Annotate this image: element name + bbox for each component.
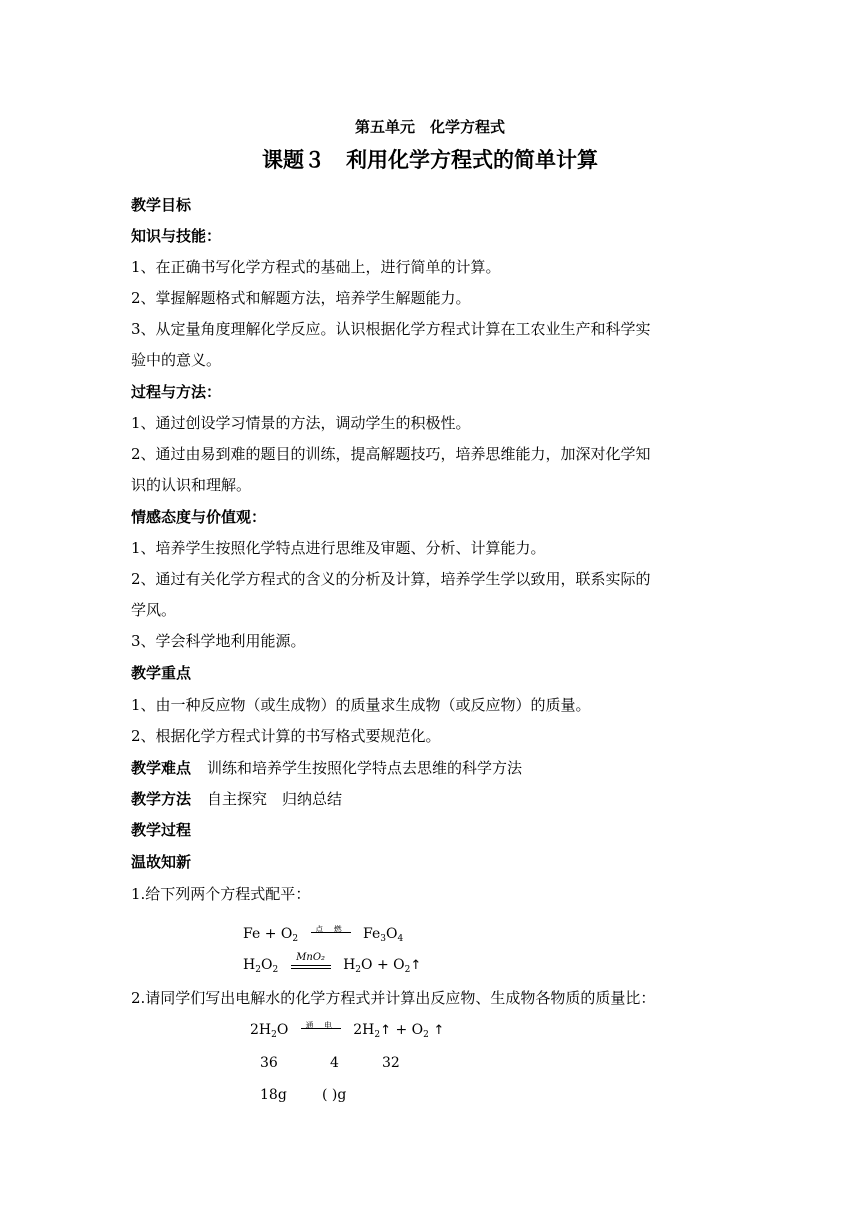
gas-arrow-icon: ↑ (410, 958, 422, 973)
method-row (131, 787, 741, 811)
knowledge-item: 3、从定量角度理解化学反应。认识根据化学方程式计算在工农业生产和科学实 (131, 320, 651, 338)
question-2: 2.请同学们写出电解水的化学方程式并计算出反应物、生成物各物质的质量比： (131, 989, 656, 1007)
electrolysis-condition (301, 1022, 341, 1038)
eq2-rhs1b: O (361, 957, 373, 973)
key-point: 2、根据化学方程式计算的书写格式要规范化。 (131, 727, 441, 745)
eq2-plus: + (376, 957, 389, 973)
mass-ratio-value: 36 (260, 1055, 278, 1071)
eq1-rhs1b-sub: 4 (397, 934, 404, 944)
eq3-rhs2: O (411, 1022, 424, 1038)
eq3-rhs2-sub: 2 (423, 1030, 429, 1040)
ignition-label: 点 燃 (315, 925, 346, 934)
mass-ratio-value: 32 (382, 1055, 400, 1071)
knowledge-item: 1、在正确书写化学方程式的基础上，进行简单的计算。 (131, 258, 501, 276)
reaction-bar (291, 965, 331, 966)
knowledge-item-cont: 验中的意义。 (131, 351, 222, 369)
equation-peroxide (243, 952, 422, 980)
question-1: 1.给下列两个方程式配平： (131, 885, 311, 903)
eq2-rhs2-sub: 2 (404, 965, 411, 975)
lesson-title: 课题３ 利用化学方程式的简单计算 (262, 148, 598, 172)
eq2-rhs1: H (343, 957, 356, 973)
electrolysis-label: 通 电 (305, 1021, 337, 1030)
method-label: 教学方法 (131, 790, 192, 808)
mass-value: 18g (260, 1087, 287, 1103)
gas-arrow-icon: ↑ (433, 1023, 445, 1038)
key-heading: 教学重点 (131, 664, 192, 682)
reaction-bar (311, 932, 351, 933)
attitude-item: 3、学会科学地利用能源。 (131, 632, 306, 650)
eq1-plus: + (264, 926, 277, 942)
procedure-heading: 教学过程 (131, 821, 192, 839)
unit-title: 第五单元 化学方程式 (354, 118, 505, 136)
method-text: 自主探究 归纳总结 (207, 790, 343, 808)
reaction-bar (301, 1028, 341, 1029)
key-point: 1、由一种反应物（或生成物）的质量求生成物（或反应物）的质量。 (131, 696, 591, 714)
eq1-lhs1: Fe (243, 926, 261, 942)
eq3-rhs1-sub: 2 (374, 1030, 381, 1040)
difficulty-label: 教学难点 (131, 759, 192, 777)
mass-ratio-value: 4 (330, 1055, 339, 1071)
mass-blank: ( )g (322, 1087, 347, 1103)
eq3-lhs1b: O (276, 1022, 289, 1038)
attitude-heading: 情感态度与价值观： (131, 508, 267, 526)
eq3-lhs1: 2H (250, 1022, 272, 1038)
ignition-condition (311, 926, 351, 942)
equation-electrolysis (250, 1020, 444, 1045)
process-item: 2、通过由易到难的题目的训练，提高解题技巧，培养思维能力，加深对化学知 (131, 445, 651, 463)
equation-iron-oxygen (243, 924, 403, 949)
eq2-lhs1: H (243, 957, 256, 973)
goals-heading: 教学目标 (131, 196, 192, 214)
attitude-item-cont: 学风。 (131, 601, 177, 619)
eq3-rhs1: 2H (353, 1022, 375, 1038)
review-heading: 温故知新 (131, 853, 192, 871)
process-item: 1、通过创设学习情景的方法，调动学生的积极性。 (131, 414, 471, 432)
eq3-lhs1-sub: 2 (271, 1030, 277, 1040)
eq3-plus: + (395, 1022, 408, 1038)
process-item-cont: 识的认识和理解。 (131, 476, 252, 494)
eq1-rhs1: Fe (363, 926, 381, 942)
eq2-rhs1-sub: 2 (355, 965, 362, 975)
reaction-bar (291, 968, 331, 969)
eq2-rhs2: O (393, 957, 405, 973)
eq1-lhs2: O (280, 926, 293, 942)
attitude-item: 1、培养学生按照化学特点进行思维及审题、分析、计算能力。 (131, 539, 546, 557)
difficulty-text: 训练和培养学生按照化学特点去思维的科学方法 (207, 759, 523, 777)
eq2-lhs1b-sub: 2 (272, 965, 279, 975)
eq2-lhs1b: O (260, 957, 273, 973)
knowledge-item: 2、掌握解题格式和解题方法，培养学生解题能力。 (131, 289, 471, 307)
knowledge-heading: 知识与技能： (131, 227, 222, 245)
process-heading: 过程与方法： (131, 383, 222, 401)
difficulty-row (131, 756, 741, 780)
eq2-lhs1-sub: 2 (255, 965, 261, 975)
catalyst-condition (291, 952, 331, 973)
attitude-item: 2、通过有关化学方程式的含义的分析及计算，培养学生学以致用，联系实际的 (131, 570, 651, 588)
catalyst-label: MnO₂ (296, 952, 326, 963)
eq1-rhs1b: O (385, 926, 398, 942)
eq1-rhs1-sub: 3 (380, 934, 386, 944)
gas-arrow-icon: ↑ (380, 1023, 392, 1038)
eq1-lhs2-sub: 2 (292, 934, 299, 944)
